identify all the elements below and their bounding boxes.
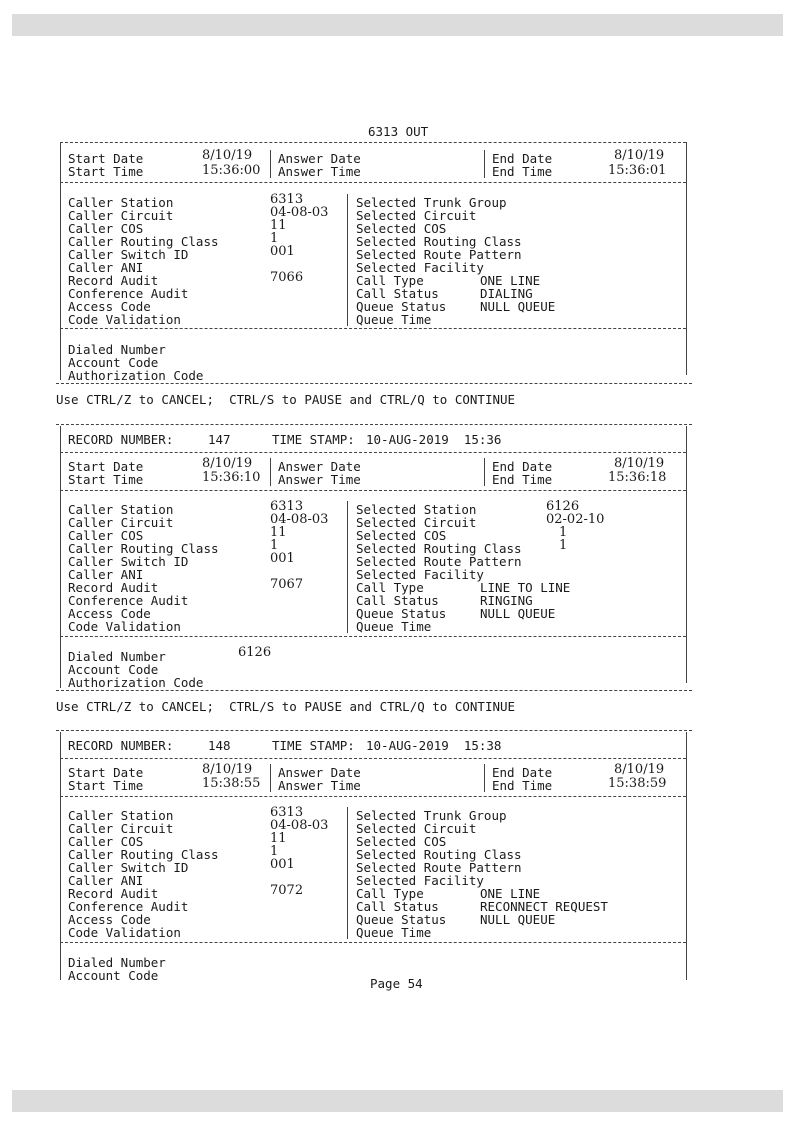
divider (56, 383, 692, 384)
caller-cos-label: Caller COS (68, 834, 144, 849)
separator (484, 458, 485, 486)
answer-date-label: Answer Date (278, 459, 361, 474)
caller-circuit-label: Caller Circuit (68, 208, 174, 223)
record-number-label: RECORD NUMBER: (68, 738, 174, 753)
caller-cos-value: 11 (270, 218, 287, 233)
selected-cos-label: Selected COS (356, 834, 447, 849)
end-date-label: End Date (492, 151, 553, 166)
conference-audit-label: Conference Audit (68, 286, 189, 301)
queue-status-value: NULL QUEUE (480, 606, 556, 621)
start-time-label: Start Time (68, 778, 144, 793)
scan-top-bar (12, 14, 783, 36)
account-code-label: Account Code (68, 968, 159, 983)
account-code-label: Account Code (68, 662, 159, 677)
page-number: Page 54 (370, 976, 423, 991)
start-time-label: Start Time (68, 472, 144, 487)
call-status-value: RINGING (480, 593, 533, 608)
caller-switch-id-value: 001 (270, 857, 295, 872)
caller-switch-id-label: Caller Switch ID (68, 247, 189, 262)
call-type-label: Call Type (356, 580, 424, 595)
start-time-value: 15:36:10 (202, 470, 261, 485)
call-status-label: Call Status (356, 899, 439, 914)
selected-route-pattern-label: Selected Route Pattern (356, 860, 522, 875)
call-type-value: ONE LINE (480, 886, 541, 901)
queue-time-label: Queue Time (356, 619, 432, 634)
caller-ani-label: Caller ANI (68, 873, 144, 888)
queue-time-label: Queue Time (356, 925, 432, 940)
record-audit-label: Record Audit (68, 273, 159, 288)
frame-left (60, 426, 61, 688)
caller-routing-class-value: 1 (270, 844, 279, 859)
dialed-number-label: Dialed Number (68, 649, 166, 664)
selected-station-value: 6126 (546, 499, 580, 514)
end-time-label: End Time (492, 164, 553, 179)
queue-status-label: Queue Status (356, 606, 447, 621)
selected-facility-label: Selected Facility (356, 567, 484, 582)
divider (60, 758, 686, 759)
separator (270, 458, 271, 486)
caller-station-label: Caller Station (68, 195, 174, 210)
caller-routing-class-value: 1 (270, 538, 279, 553)
divider (56, 690, 692, 691)
selected-facility-label: Selected Facility (356, 260, 484, 275)
record-audit-value: 7072 (270, 883, 304, 898)
caller-circuit-label: Caller Circuit (68, 515, 174, 530)
caller-routing-class-value: 1 (270, 231, 279, 246)
selected-cos-label: Selected COS (356, 528, 447, 543)
caller-routing-class-label: Caller Routing Class (68, 847, 219, 862)
start-date-value: 8/10/19 (202, 456, 253, 471)
separator (347, 807, 348, 939)
divider (60, 452, 686, 453)
caller-ani-label: Caller ANI (68, 567, 144, 582)
caller-station-label: Caller Station (68, 502, 174, 517)
separator (270, 150, 271, 178)
divider (60, 942, 686, 943)
record-audit-value: 7066 (270, 270, 304, 285)
answer-time-label: Answer Time (278, 164, 361, 179)
answer-time-label: Answer Time (278, 472, 361, 487)
selected-cos-value: 1 (559, 525, 568, 540)
queue-status-label: Queue Status (356, 299, 447, 314)
access-code-label: Access Code (68, 299, 151, 314)
call-status-label: Call Status (356, 286, 439, 301)
end-time-label: End Time (492, 472, 553, 487)
end-date-value: 8/10/19 (614, 148, 665, 163)
answer-date-label: Answer Date (278, 151, 361, 166)
caller-circuit-label: Caller Circuit (68, 821, 174, 836)
frame-right (686, 426, 687, 683)
authorization-code-label: Authorization Code (68, 675, 204, 690)
divider (60, 796, 686, 797)
call-status-value: RECONNECT REQUEST (480, 899, 608, 914)
record-audit-label: Record Audit (68, 580, 159, 595)
call-type-label: Call Type (356, 886, 424, 901)
separator (347, 501, 348, 633)
separator (270, 764, 271, 792)
caller-switch-id-label: Caller Switch ID (68, 860, 189, 875)
frame-right (686, 142, 687, 375)
start-date-label: Start Date (68, 459, 144, 474)
end-time-label: End Time (492, 778, 553, 793)
caller-routing-class-label: Caller Routing Class (68, 541, 219, 556)
code-validation-label: Code Validation (68, 619, 181, 634)
selected-circuit-value: 02-02-10 (546, 512, 605, 527)
start-date-value: 8/10/19 (202, 148, 253, 163)
selected-route-pattern-label: Selected Route Pattern (356, 554, 522, 569)
frame-left (60, 142, 61, 380)
caller-circuit-value: 04-08-03 (270, 205, 329, 220)
time-stamp-label: TIME STAMP: (272, 432, 355, 447)
divider (60, 328, 686, 329)
answer-time-label: Answer Time (278, 778, 361, 793)
selected-circuit-label: Selected Circuit (356, 208, 477, 223)
caller-station-value: 6313 (270, 805, 304, 820)
call-type-value: ONE LINE (480, 273, 541, 288)
end-time-value: 15:38:59 (608, 776, 667, 791)
record-audit-value: 7067 (270, 577, 304, 592)
control-message: Use CTRL/Z to CANCEL; CTRL/S to PAUSE and CTRL/Q to CONTINUE (56, 392, 516, 407)
queue-status-value: NULL QUEUE (480, 299, 556, 314)
start-time-value: 15:38:55 (202, 776, 261, 791)
start-time-label: Start Time (68, 164, 144, 179)
queue-status-label: Queue Status (356, 912, 447, 927)
start-date-label: Start Date (68, 151, 144, 166)
caller-ani-label: Caller ANI (68, 260, 144, 275)
caller-cos-label: Caller COS (68, 528, 144, 543)
conference-audit-label: Conference Audit (68, 899, 189, 914)
caller-cos-value: 11 (270, 831, 287, 846)
authorization-code-label: Authorization Code (68, 368, 204, 383)
selected-trunk-group-label: Selected Trunk Group (356, 195, 507, 210)
answer-date-label: Answer Date (278, 765, 361, 780)
selected-cos-label: Selected COS (356, 221, 447, 236)
selected-routing-class-label: Selected Routing Class (356, 234, 522, 249)
start-date-value: 8/10/19 (202, 762, 253, 777)
control-message: Use CTRL/Z to CANCEL; CTRL/S to PAUSE and CTRL/Q to CONTINUE (56, 699, 516, 714)
divider (60, 636, 686, 637)
start-time-value: 15:36:00 (202, 163, 261, 178)
caller-switch-id-label: Caller Switch ID (68, 554, 189, 569)
queue-time-label: Queue Time (356, 312, 432, 327)
time-stamp-value: 10-AUG-2019 15:36 (366, 432, 502, 447)
call-type-value: LINE TO LINE (480, 580, 571, 595)
end-date-label: End Date (492, 459, 553, 474)
divider (56, 730, 692, 731)
dialed-number-label: Dialed Number (68, 955, 166, 970)
call-type-label: Call Type (356, 273, 424, 288)
separator (484, 150, 485, 178)
start-date-label: Start Date (68, 765, 144, 780)
selected-circuit-label: Selected Circuit (356, 515, 477, 530)
end-time-value: 15:36:01 (608, 163, 667, 178)
divider (60, 182, 686, 183)
caller-switch-id-value: 001 (270, 551, 295, 566)
caller-routing-class-label: Caller Routing Class (68, 234, 219, 249)
record-audit-label: Record Audit (68, 886, 159, 901)
caller-cos-label: Caller COS (68, 221, 144, 236)
account-code-label: Account Code (68, 355, 159, 370)
divider (56, 424, 692, 425)
scan-bottom-bar (12, 1090, 783, 1112)
code-validation-label: Code Validation (68, 925, 181, 940)
caller-circuit-value: 04-08-03 (270, 818, 329, 833)
selected-routing-class-value: 1 (559, 538, 568, 553)
queue-status-value: NULL QUEUE (480, 912, 556, 927)
selected-trunk-group-label: Selected Trunk Group (356, 808, 507, 823)
conference-audit-label: Conference Audit (68, 593, 189, 608)
selected-routing-class-label: Selected Routing Class (356, 541, 522, 556)
selected-facility-label: Selected Facility (356, 873, 484, 888)
dialed-number-label: Dialed Number (68, 342, 166, 357)
separator (347, 194, 348, 326)
caller-switch-id-value: 001 (270, 244, 295, 259)
end-time-value: 15:36:18 (608, 470, 667, 485)
record-number-value: 148 (208, 738, 231, 753)
selected-circuit-label: Selected Circuit (356, 821, 477, 836)
end-date-label: End Date (492, 765, 553, 780)
time-stamp-label: TIME STAMP: (272, 738, 355, 753)
call-status-value: DIALING (480, 286, 533, 301)
caller-station-value: 6313 (270, 192, 304, 207)
separator (484, 764, 485, 792)
code-validation-label: Code Validation (68, 312, 181, 327)
divider (60, 142, 686, 143)
time-stamp-value: 10-AUG-2019 15:38 (366, 738, 502, 753)
record-number-value: 147 (208, 432, 231, 447)
record-number-label: RECORD NUMBER: (68, 432, 174, 447)
caller-station-label: Caller Station (68, 808, 174, 823)
call-status-label: Call Status (356, 593, 439, 608)
frame-right (686, 732, 687, 980)
divider (60, 490, 686, 491)
access-code-label: Access Code (68, 606, 151, 621)
caller-station-value: 6313 (270, 499, 304, 514)
dialed-number-value: 6126 (238, 645, 272, 660)
access-code-label: Access Code (68, 912, 151, 927)
selected-route-pattern-label: Selected Route Pattern (356, 247, 522, 262)
selected-station-label: Selected Station (356, 502, 477, 517)
end-date-value: 8/10/19 (614, 762, 665, 777)
page-title: 6313 OUT (368, 124, 429, 139)
caller-cos-value: 11 (270, 525, 287, 540)
end-date-value: 8/10/19 (614, 456, 665, 471)
selected-routing-class-label: Selected Routing Class (356, 847, 522, 862)
caller-circuit-value: 04-08-03 (270, 512, 329, 527)
